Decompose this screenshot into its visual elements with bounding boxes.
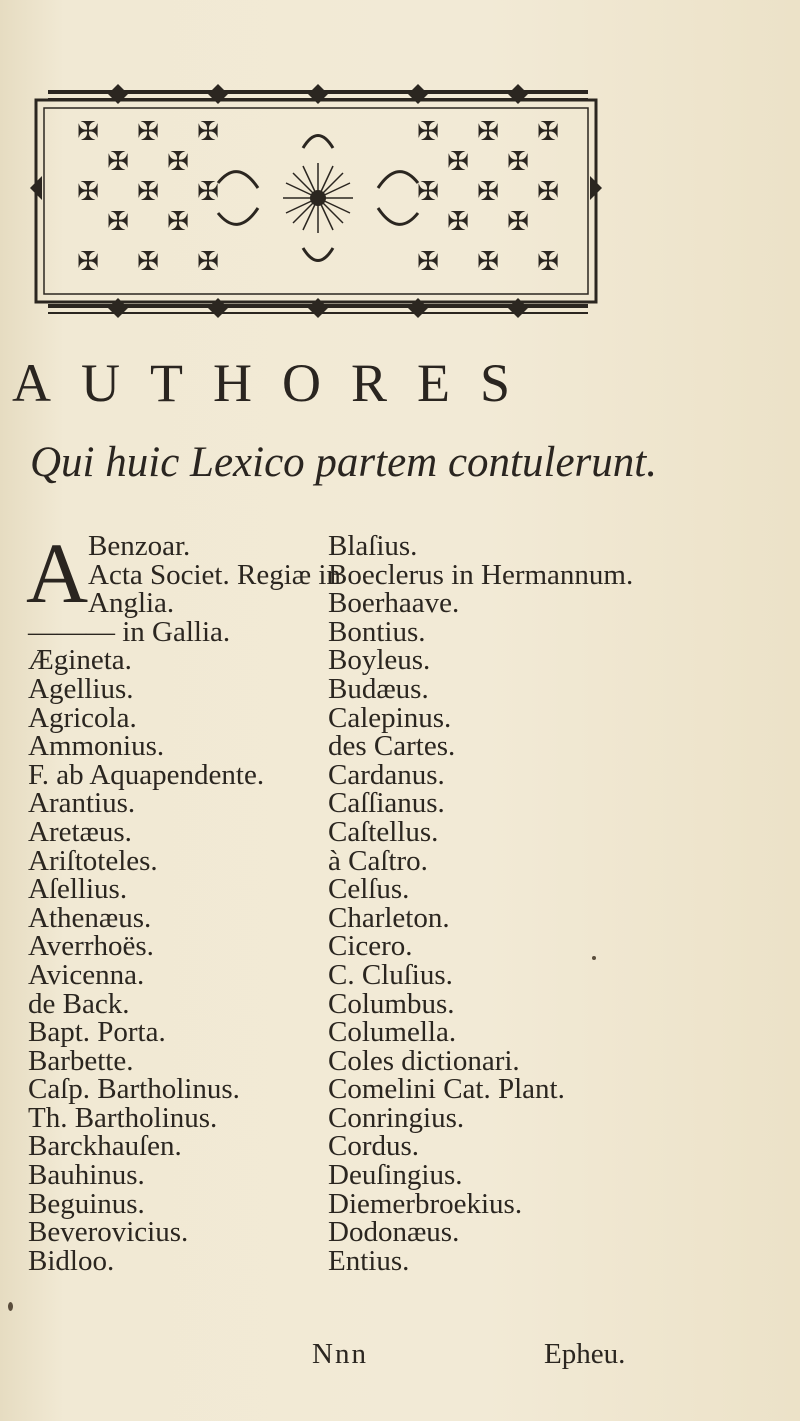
- list-item: Anglia.: [88, 587, 175, 620]
- drop-cap: A: [26, 525, 89, 621]
- list-item: Acta Societ. Regiæ in: [88, 558, 341, 591]
- list-item: Comelini Cat. Plant.: [328, 1073, 565, 1106]
- list-item: Ægineta.: [28, 644, 132, 677]
- author-list-left: [28, 530, 341, 1277]
- list-item: Avicenna.: [28, 958, 145, 991]
- author-list-right: [328, 532, 633, 1275]
- svg-text:✠: ✠: [477, 117, 499, 147]
- title-text: AUTHORES: [12, 353, 541, 413]
- list-item: Agricola.: [28, 701, 137, 734]
- list-item: Benzoar.: [88, 530, 191, 562]
- svg-text:✠: ✠: [417, 117, 439, 147]
- list-item: Ariſtoteles.: [28, 844, 158, 877]
- catchword: Epheu.: [544, 1338, 626, 1370]
- list-item: Bauhinus.: [28, 1159, 145, 1192]
- list-item: Dodonæus.: [328, 1216, 460, 1249]
- list-item: Boerhaave.: [328, 587, 460, 620]
- list-item: Beguinus.: [28, 1187, 145, 1220]
- list-item: Caſtellus.: [328, 815, 439, 848]
- list-item: Blaſius.: [328, 530, 418, 562]
- svg-text:✠: ✠: [77, 177, 99, 207]
- list-item: Bidloo.: [28, 1244, 115, 1277]
- list-item: Caſſianus.: [328, 787, 445, 820]
- list-item: Boeclerus in Hermannum.: [328, 558, 634, 591]
- svg-text:✠: ✠: [137, 177, 159, 207]
- ink-spot: [592, 956, 596, 960]
- page-subtitle: Qui huic Lexico partem contulerunt.: [30, 439, 657, 486]
- svg-text:✠: ✠: [137, 247, 159, 277]
- list-item: Coles dictionari.: [328, 1044, 520, 1077]
- list-item: ——— in Gallia.: [28, 615, 231, 648]
- svg-text:✠: ✠: [167, 207, 189, 237]
- svg-text:✠: ✠: [77, 247, 99, 277]
- list-item: Celſus.: [328, 873, 410, 906]
- list-item: Boyleus.: [328, 644, 431, 677]
- ornament-headpiece-icon: [28, 78, 604, 324]
- svg-text:✠: ✠: [107, 147, 129, 177]
- list-item: à Caſtro.: [328, 844, 428, 877]
- list-item: Athenæus.: [28, 901, 152, 934]
- list-item: Deuſingius.: [328, 1159, 463, 1192]
- svg-text:✠: ✠: [477, 247, 499, 277]
- svg-text:✠: ✠: [507, 147, 529, 177]
- svg-text:✠: ✠: [507, 207, 529, 237]
- list-item: Bapt. Porta.: [28, 1016, 166, 1049]
- svg-text:✠: ✠: [537, 247, 559, 277]
- list-item: Aretæus.: [28, 815, 132, 848]
- svg-text:✠: ✠: [417, 177, 439, 207]
- list-item: Diemerbroekius.: [328, 1187, 523, 1220]
- svg-text:✠: ✠: [447, 147, 469, 177]
- list-item: Agellius.: [28, 672, 134, 705]
- list-item: des Cartes.: [328, 730, 456, 763]
- svg-text:✠: ✠: [447, 207, 469, 237]
- svg-text:✠: ✠: [197, 247, 219, 277]
- svg-text:✠: ✠: [167, 147, 189, 177]
- list-item: Cicero.: [328, 930, 413, 963]
- list-item: Conringius.: [328, 1101, 465, 1134]
- svg-text:✠: ✠: [197, 117, 219, 147]
- list-item: Barbette.: [28, 1044, 134, 1077]
- svg-text:✠: ✠: [197, 177, 219, 207]
- list-item: Bontius.: [328, 615, 426, 648]
- list-item: Caſp. Bartholinus.: [28, 1073, 240, 1106]
- list-item: Arantius.: [28, 787, 136, 820]
- list-item: Columbus.: [328, 987, 455, 1020]
- svg-text:✠: ✠: [537, 117, 559, 147]
- list-item: Cardanus.: [328, 758, 445, 791]
- list-item: Entius.: [328, 1244, 410, 1277]
- list-item: C. Cluſius.: [328, 958, 453, 991]
- list-item: Cordus.: [328, 1130, 420, 1163]
- list-item: Th. Bartholinus.: [28, 1101, 218, 1134]
- list-item: de Back.: [28, 987, 130, 1020]
- svg-text:✠: ✠: [477, 177, 499, 207]
- list-item: Columella.: [328, 1016, 457, 1049]
- list-item: Barckhauſen.: [28, 1130, 182, 1163]
- list-item: Charleton.: [328, 901, 450, 934]
- list-item: Calepinus.: [328, 701, 452, 734]
- list-item: Aſellius.: [28, 873, 128, 906]
- svg-text:✠: ✠: [107, 207, 129, 237]
- signature-mark: Nnn: [312, 1338, 368, 1370]
- list-item: Beverovicius.: [28, 1216, 189, 1249]
- list-item: Budæus.: [328, 672, 429, 705]
- list-item: F. ab Aquapendente.: [28, 758, 265, 791]
- ink-spot: [8, 1302, 13, 1311]
- svg-text:✠: ✠: [417, 247, 439, 277]
- svg-text:✠: ✠: [77, 117, 99, 147]
- svg-text:✠: ✠: [137, 117, 159, 147]
- list-item: Ammonius.: [28, 730, 165, 763]
- svg-text:✠: ✠: [537, 177, 559, 207]
- list-item: Averrhoës.: [28, 930, 154, 963]
